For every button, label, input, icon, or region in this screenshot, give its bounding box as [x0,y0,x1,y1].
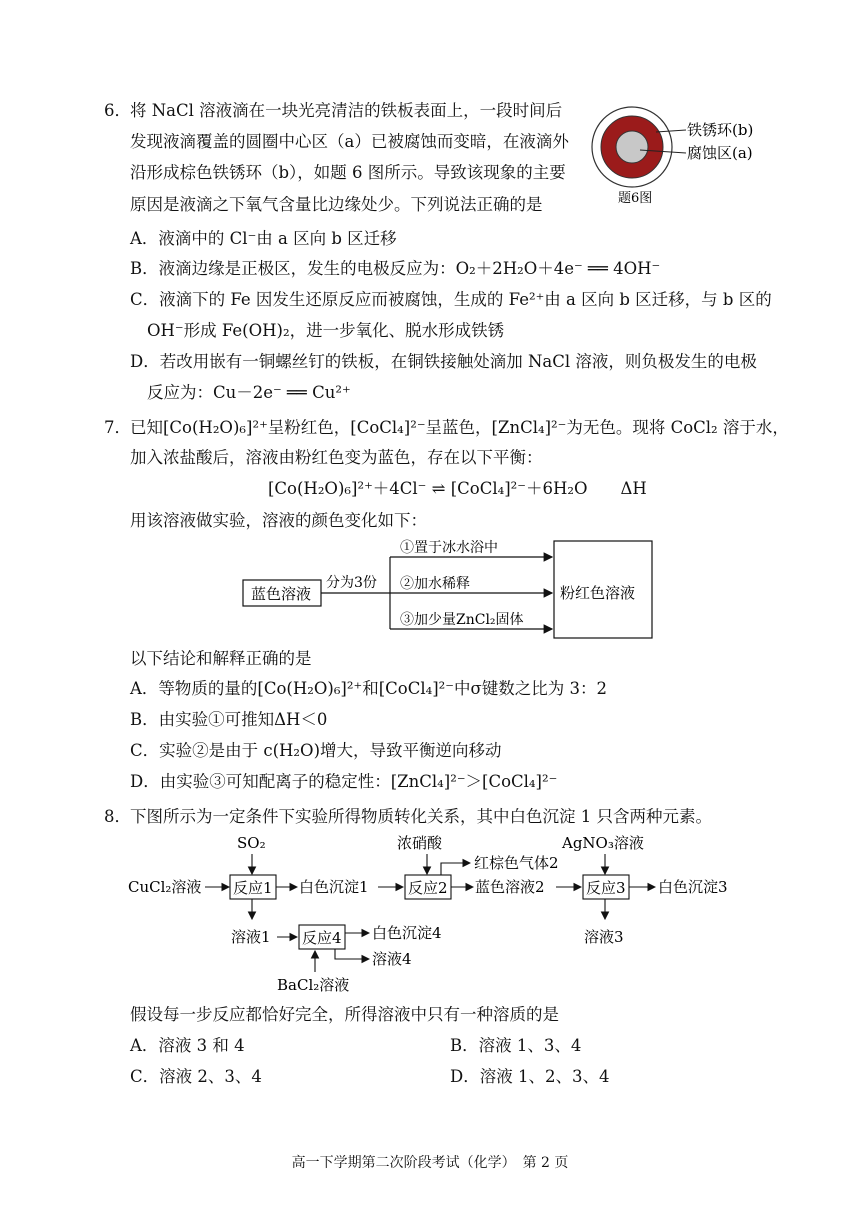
q8-agno3: AgNO₃溶液 [562,834,644,852]
q6-option-a: A．液滴中的 Cl⁻由 a 区向 b 区迁移 [130,229,397,248]
q8-ppt3: 白色沉淀3 [658,878,728,896]
q6-figure [590,100,770,210]
q8-option-c: C．溶液 2、3、4 [130,1067,262,1086]
q8-sol1: 溶液1 [231,928,271,946]
q7-option-c: C．实验②是由于 c(H₂O)增大，导致平衡逆向移动 [130,741,502,760]
q8-bacl2: BaCl₂溶液 [277,976,350,994]
q6-option-d-line1: D．若改用嵌有一铜螺丝钉的铁板，在铜铁接触处滴加 NaCl 溶液，则负极发生的电极 [130,352,757,371]
q8-sol3: 溶液3 [584,928,624,946]
q8-arrow-gas2 [441,863,470,875]
q7-option-d: D．由实验③可知配离子的稳定性：[ZnCl₄]²⁻＞[CoCl₄]²⁻ [130,772,558,791]
q7-stem-line3: 用该溶液做实验，溶液的颜色变化如下： [130,511,427,530]
q8-number: 8． [104,807,131,826]
q7-step-3: ③加少量ZnCl₂固体 [400,612,524,628]
q6-option-d-line2: 反应为：Cu－2e⁻ ══ Cu²⁺ [147,383,351,402]
q7-end-label: 粉红色溶液 [560,584,636,602]
q7-stem-line1: 已知[Co(H₂O)₆]²⁺呈粉红色，[CoCl₄]²⁻呈蓝色，[ZnCl₄]²⁻为无色。现将 CoCl₂ 溶于水， [130,418,789,437]
q8-reaction2: 反应2 [408,879,448,897]
q6-label-a: 腐蚀区(a) [687,144,753,162]
q6-option-c-line1: C．液滴下的 Fe 因发生还原反应而被腐蚀，生成的 Fe²⁺由 a 区向 b 区迁移，与 b 区的 [130,290,772,309]
q7-step-1: ①置于冰水浴中 [400,540,498,556]
q8-reaction1: 反应1 [233,879,273,897]
q7-split-label: 分为3份 [326,575,377,591]
q8-reaction3: 反应3 [586,879,626,897]
q7-stem-line2: 加入浓盐酸后，溶液由粉红色变为蓝色，存在以下平衡： [130,448,543,467]
q8-ppt1: 白色沉淀1 [299,878,369,896]
q6-label-b: 铁锈环(b) [687,121,754,139]
q6-caption: 题6图 [618,191,653,206]
q8-ppt4: 白色沉淀4 [372,924,442,942]
q8-sol4: 溶液4 [372,950,412,968]
q6-stem-line3: 沿形成棕色铁锈环（b），如题 6 图所示。导致该现象的主要 [130,163,566,182]
q6-stem-line4: 原因是液滴之下氧气含量比边缘处少。下列说法正确的是 [130,195,543,214]
q8-hno3: 浓硝酸 [397,834,443,852]
q7-option-b: B．由实验①可推知ΔH＜0 [130,710,328,729]
q6-option-b: B．液滴边缘是正极区，发生的电极反应为：O₂＋2H₂O＋4e⁻ ══ 4OH⁻ [130,259,661,278]
q7-diagram [240,536,660,644]
q6-option-c-line2: OH⁻形成 Fe(OH)₂，进一步氧化、脱水形成铁锈 [147,321,505,340]
q6-stem-line2: 发现液滴覆盖的圆圈中心区（a）已被腐蚀而变暗，在液滴外 [130,132,569,151]
q8-gas2: 红棕色气体2 [474,854,559,872]
q7-stem-line4: 以下结论和解释正确的是 [130,649,312,668]
q7-step-2: ②加水稀释 [400,576,470,592]
q8-arrow-r4-sol4 [335,949,369,959]
q8-reaction4: 反应4 [302,929,342,947]
q8-stem-line2: 假设每一步反应都恰好完全，所得溶液中只有一种溶质的是 [130,1005,559,1024]
q8-option-b: B．溶液 1、3、4 [450,1036,582,1055]
q8-stem-line1: 下图所示为一定条件下实验所得物质转化关系，其中白色沉淀 1 只含两种元素。 [130,807,712,826]
q6-number: 6． [104,101,131,120]
q7-option-a: A．等物质的量的[Co(H₂O)₆]²⁺和[CoCl₄]²⁻中σ键数之比为 3：2 [130,679,607,698]
q8-option-a: A．溶液 3 和 4 [130,1036,245,1055]
q8-so2: SO₂ [237,834,266,852]
q8-option-d: D．溶液 1、2、3、4 [450,1067,610,1086]
q7-equilibrium: [Co(H₂O)₆]²⁺＋4Cl⁻ ⇌ [CoCl₄]²⁻＋6H₂O ΔH [268,479,647,498]
q7-number: 7． [104,418,131,437]
q6-stem-line1: 将 NaCl 溶液滴在一块光亮清洁的铁板表面上，一段时间后 [130,101,563,120]
q8-sol2: 蓝色溶液2 [475,878,545,896]
q8-cucl2: CuCl₂溶液 [128,878,202,896]
q6-corrosion-center [616,131,648,163]
q7-start-label: 蓝色溶液 [251,585,312,603]
q8-diagram [125,830,740,1000]
page-footer: 高一下学期第二次阶段考试（化学） 第 2 页 [291,1155,569,1171]
